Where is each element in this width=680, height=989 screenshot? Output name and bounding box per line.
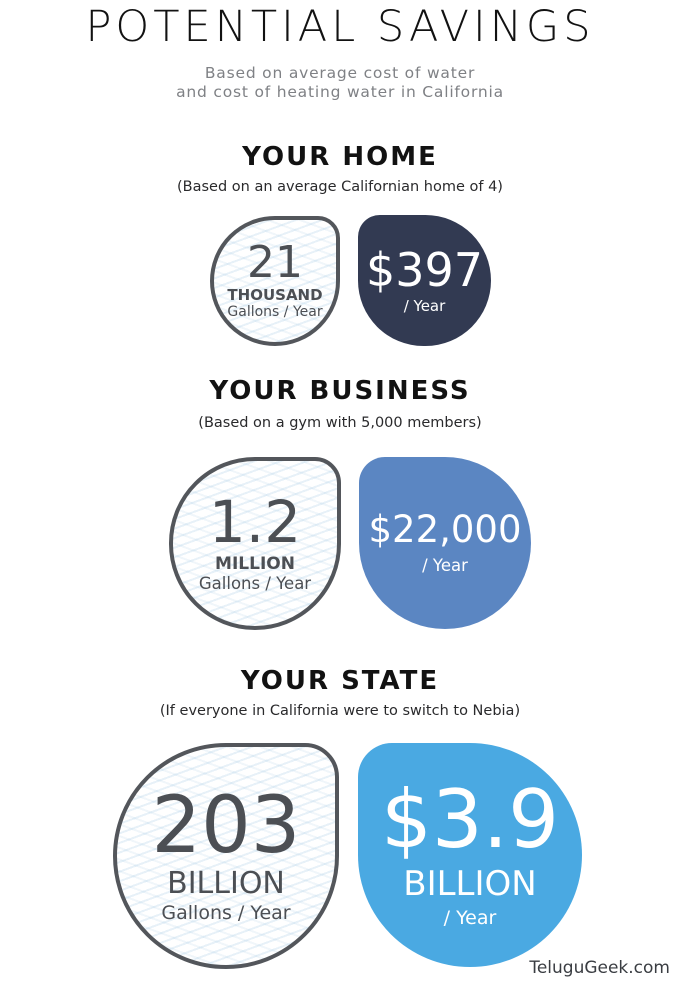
business-gallons-number: 1.2 [208, 488, 302, 557]
section-business-title: YOUR BUSINESS [209, 376, 471, 406]
business-money-drop [359, 457, 531, 629]
business-gallons-per: Gallons / Year [198, 573, 312, 593]
state-money-per: / Year [443, 907, 497, 930]
section-home-note: (Based on an average Californian home of 4) [177, 179, 503, 195]
page-title: POTENTIAL SAVINGS [85, 2, 595, 52]
page-subtitle [0, 64, 680, 102]
section-home-title: YOUR HOME [242, 142, 438, 172]
business-gallons-unit: MILLION [215, 554, 295, 575]
home-money-amount: $397 [365, 242, 484, 297]
home-gallons-per: Gallons / Year [227, 303, 323, 320]
subtitle-line-1: Based on average cost of water [204, 64, 476, 82]
home-money-per: / Year [403, 296, 446, 315]
state-gallons-per: Gallons / Year [161, 902, 291, 925]
section-business-note: (Based on a gym with 5,000 members) [198, 415, 482, 431]
section-state-title: YOUR STATE [240, 666, 440, 696]
home-gallons-drop [210, 216, 340, 346]
state-gallons-drop [113, 743, 339, 969]
state-gallons-unit: BILLION [167, 866, 285, 902]
home-gallons-number: 21 [247, 237, 303, 289]
section-state-note: (If everyone in California were to switch to Nebia) [159, 703, 521, 719]
business-money-per: / Year [422, 555, 468, 575]
state-money-amount: $3.9 [380, 772, 560, 866]
state-money-unit: BILLION [403, 863, 537, 904]
home-gallons-unit: THOUSAND [227, 286, 323, 305]
state-money-drop [358, 743, 582, 967]
business-gallons-drop [169, 457, 341, 630]
subtitle-line-2: and cost of heating water in California [176, 83, 504, 101]
home-money-drop [358, 215, 491, 346]
business-money-amount: $22,000 [368, 507, 522, 551]
watermark: TeluguGeek.com [529, 958, 670, 978]
state-gallons-number: 203 [151, 781, 301, 872]
